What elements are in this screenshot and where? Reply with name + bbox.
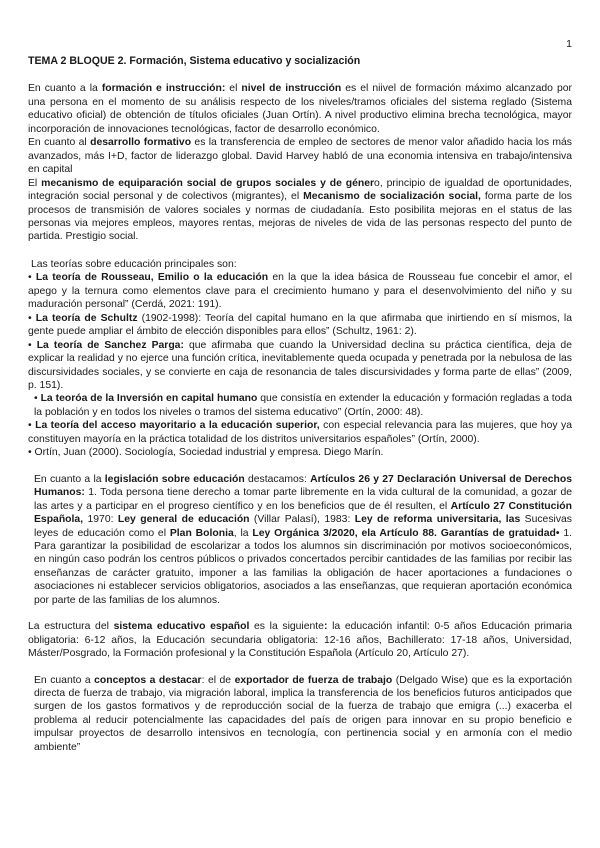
document-body — [28, 55, 572, 754]
theories-intro: Las teorías sobre educación principales son: — [31, 258, 237, 270]
theory-rousseau: • La teoría de Rousseau, Emilio o la educación en la que la idea básica de Rousseau fue concebir el amor, el apego y la ternura como elementos clave para el crecimiento humano y para el desenvolvimiento del niño y su maduración personal” (Cerdá, 2021: 191). — [28, 272, 573, 311]
theory-capital-humano: • La teoróa de la Inversión en capital humano que consistía en extender la educación y formación regladas a toda la población y en todos los niveles o tramos del sistema educativo” (Ortín, 2000: 48). — [34, 393, 572, 418]
reference-ortin: • Ortín, Juan (2000). Sociología, Sociedad industrial y empresa. Diego Marín. — [28, 447, 384, 459]
paragraph-sistema-educativo: La estructura del sistema educativo español es la siguiente: la educación infantil: 0-5 años Educación primaria obligatoria: 6-12 años, la Educación secundaria obligatoria: 12-16 años, Bachillerato: 17-18 años, Universidad, Máster/Posgrado, la Formación profesional y la Constitución Española (Artículo 20, Artículo 27). — [28, 621, 572, 660]
paragraph-legislacion: En cuanto a la legislación sobre educación destacamos: Artículos 26 y 27 Declaración Universal de Derechos Humanos: 1. Toda persona tiene derecho a tomar parte libremente en la vida cultural de la comunidad, a gozar de las artes y a participar en el progreso científico y en los beneficios que de él resulten, el Artículo 27 Constitución Española, 1970: Ley general de educación (Villar Palasí), 1983: Ley de reforma universitaria, las Sucesivas leyes de educación como el Plan Bolonia, la Ley Orgánica 3/2020, ela Artículo 88. Garantías de gratuidad• 1. Para garantizar la posibilidad de escolarizar a todos los alumnos sin discriminación por motivos socioeconómicos, en ningún caso podrán los centros públicos o privados concertados percibir cantidades de las familias por recibir las enseñanzas de carácter gratuito, imponer a las familias la obligación de hacer aportaciones a fundaciones o asociaciones ni establecer servicios obligatorios, asociados a las enseñanzas, que requieran aportación económica por parte de las familias de los alumnos. — [34, 473, 573, 606]
theory-sanchez-parga: • La teoría de Sanchez Parga: que afirmaba que cuando la Universidad declina su práctica científica, deja de explicar la realidad y no ejerce una función crítica, inevitablemente queda ocupada y penetrada por la nebulosa de las discursividades sociales, y se convierte en caja de resonancia de tales discursividades y forma parte de ellas” (2009, p. 151). — [28, 339, 572, 391]
document-title: TEMA 2 BLOQUE 2. Formación, Sistema educativo y socialización — [28, 55, 361, 67]
paragraph-conceptos: En cuanto a conceptos a destacar: el de exportador de fuerza de trabajo (Delgado Wise) que es la exportación directa de fuerza de trabajo, via migración laboral, implica la transferencia de los beneficios futuros anticipados que surgen de los gastos formativos y de reproducción social de la fuerza de trabajo que emigra (...) exacerba el problema al reducir potencialmente las capacidades del país de origen para innovar en su propio beneficio e impulsar proyectos de desarrollo intensivos en tecnología, con pertinencia social y en armonía con el medio ambiente” — [34, 674, 572, 753]
paragraph-mecanismo: El mecanismo de equiparación social de grupos sociales y de género, principio de igualdad de oportunidades, integración social personal y de colectivos (migrantes), el Mecanismo de socialización social, forma parte de los procesos de transmisión de valores sociales y normas de ciudadanía. Esto posibilita mejoras en el status de las personas via mejores empleos, mayores rentas, mejoras de niveles de vida de las personas respecto del punto de partida. Prestigio social. — [28, 177, 572, 243]
paragraph-formacion: En cuanto a la formación e instrucción: el nivel de instrucción es el niivel de formación máximo alcanzado por una persona en el momento de su análisis respecto de los niveles/tramos oficiales del sistema reglado (Sistema educativo oficial) de obtención de títulos oficiales (Juan Ortín). A nivel productivo elimina brecha tecnológica, mayor incorporación de innovaciones tecnológicas, factor de desarrollo económico. — [28, 83, 572, 135]
paragraph-desarrollo: En cuanto al desarrollo formativo es la transferencia de empleo de sectores de menor valor añadido hacia los más avanzados, más I+D, factor de liderazgo global. David Harvey habló de una economia intensiva en trabajo/intensiva en capital — [28, 137, 573, 176]
theory-schultz: • La teoría de Schultz (1902-1998): Teoría del capital humano en la que afirmaba que inirtiendo en sí mismos, la gente puede ampliar el ámbito de elección disponibles para ellos” (Schultz, 1961: 2). — [28, 312, 572, 338]
page-number: 1 — [566, 38, 572, 50]
theory-educacion-superior: • La teoría del acceso mayoritario a la educación superior, con especial relevancia para las mujeres, que hoy ya constituyen mayoría en la práctica totalidad de los distritos universitarios españoles” (Ortín, 2000). — [28, 420, 572, 445]
